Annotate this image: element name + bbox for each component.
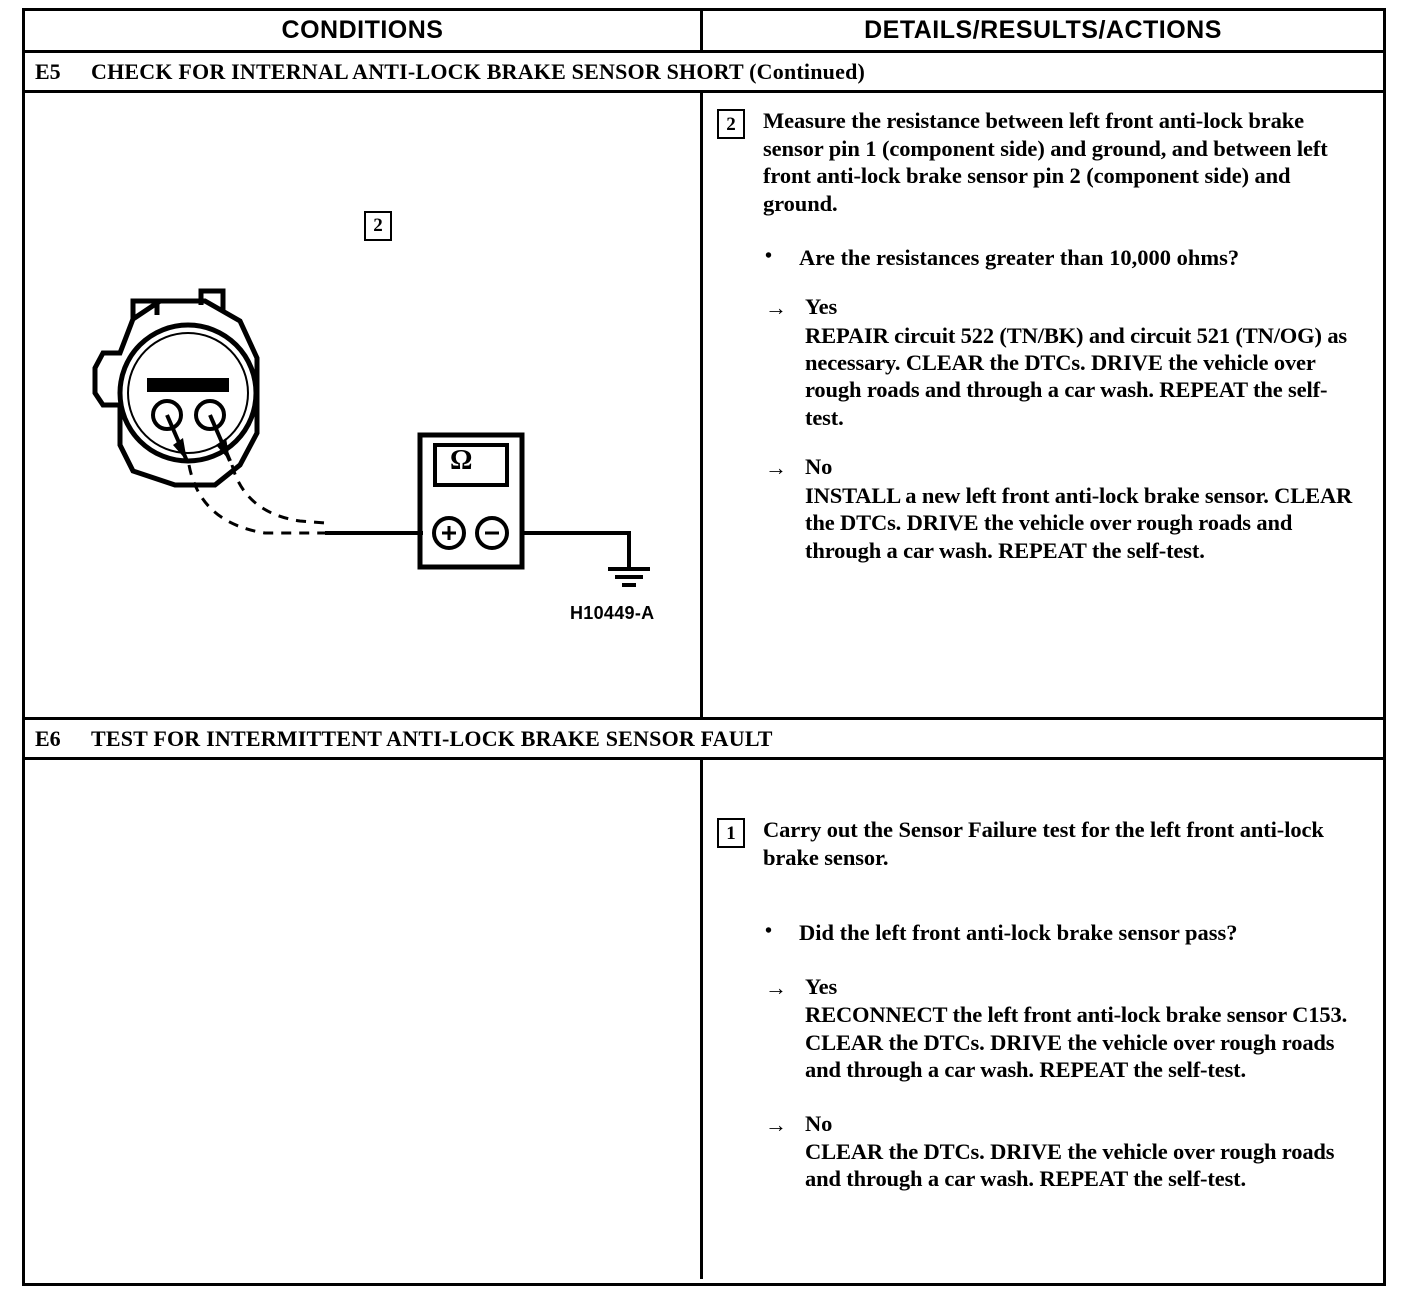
step-number-badge: 1 (717, 818, 745, 848)
column-header-details: DETAILS/RESULTS/ACTIONS (864, 16, 1222, 44)
table-header-row (25, 11, 1383, 53)
figure-id-label: H10449-A (570, 603, 655, 623)
section-title-e6: TEST FOR INTERMITTENT ANTI-LOCK BRAKE SENSOR FAULT (91, 725, 773, 751)
details-cell-e5 (703, 93, 1383, 717)
answer-text: INSTALL a new left front anti-lock brake sensor. CLEAR the DTCs. DRIVE the vehicle over rough roads and through a car wash. REPEAT the self-test. (805, 482, 1353, 563)
step-number-badge: 2 (717, 109, 745, 139)
answer-text: REPAIR circuit 522 (TN/BK) and circuit 521 (TN/OG) as necessary. CLEAR the DTCs. DRIVE the vehicle over rough roads and through a car wash. REPEAT the self-test. (805, 322, 1348, 430)
answer-body (805, 453, 1365, 564)
sensor-ohmmeter-diagram (25, 93, 700, 717)
conditions-cell-e6 (25, 760, 703, 1279)
bullet-icon: • (765, 920, 773, 943)
answer-label: Yes (805, 294, 838, 320)
arrow-icon: → (765, 1111, 787, 1137)
section-banner-e5 (25, 53, 1383, 93)
column-header-conditions: CONDITIONS (25, 11, 703, 50)
details-cell-e6 (703, 760, 1383, 1279)
arrow-icon: → (765, 455, 787, 481)
diagram-svg (25, 93, 703, 720)
step-instruction: Carry out the Sensor Failure test for the left front anti-lock brake sensor. (763, 817, 1324, 870)
conditions-cell-e5 (25, 93, 703, 717)
section-code-e6: E6 (35, 725, 61, 751)
answer-body (805, 973, 1365, 1084)
answer-no-e5 (765, 453, 1365, 564)
bullet-icon: • (765, 244, 773, 267)
question-text: Are the resistances greater than 10,000 ohms? (799, 244, 1240, 270)
section-body-e6 (25, 760, 1383, 1279)
answer-text: CLEAR the DTCs. DRIVE the vehicle over rough roads and through a car wash. REPEAT the self-test. (805, 1138, 1335, 1192)
ohm-symbol: Ω (450, 445, 473, 476)
section-title-e5: CHECK FOR INTERNAL ANTI-LOCK BRAKE SENSOR SHORT (Continued) (91, 58, 866, 84)
answer-label: No (805, 1110, 833, 1136)
diagnostic-table (22, 8, 1386, 1286)
section-code-e5: E5 (35, 58, 61, 84)
answer-no-e6 (765, 1110, 1365, 1193)
answer-body (805, 293, 1365, 431)
arrow-icon: → (765, 974, 787, 1000)
answer-label: No (805, 454, 833, 480)
step-block-e5 (717, 107, 1365, 218)
question-text: Did the left front anti-lock brake sensor pass? (799, 920, 1238, 946)
diagram-callout-2: 2 (364, 211, 392, 241)
answer-text: RECONNECT the left front anti-lock brake sensor C153. CLEAR the DTCs. DRIVE the vehicle over rough roads and through a car wash. REPEAT the self-test. (805, 1002, 1348, 1083)
step-instruction: Measure the resistance between left front anti-lock brake sensor pin 1 (component side) and ground, and between left front anti-lock brake sensor pin 2 (component side) and ground. (763, 108, 1328, 217)
section-body-e5 (25, 93, 1383, 720)
arrow-icon: → (765, 295, 787, 321)
step-question-e5 (765, 244, 1365, 271)
answer-body (805, 1110, 1365, 1193)
step-question-e6 (765, 919, 1365, 946)
answer-label: Yes (805, 973, 838, 999)
section-banner-e6 (25, 720, 1383, 760)
answer-yes-e6 (765, 973, 1365, 1084)
answer-yes-e5 (765, 293, 1365, 431)
step-block-e6 (717, 816, 1365, 871)
